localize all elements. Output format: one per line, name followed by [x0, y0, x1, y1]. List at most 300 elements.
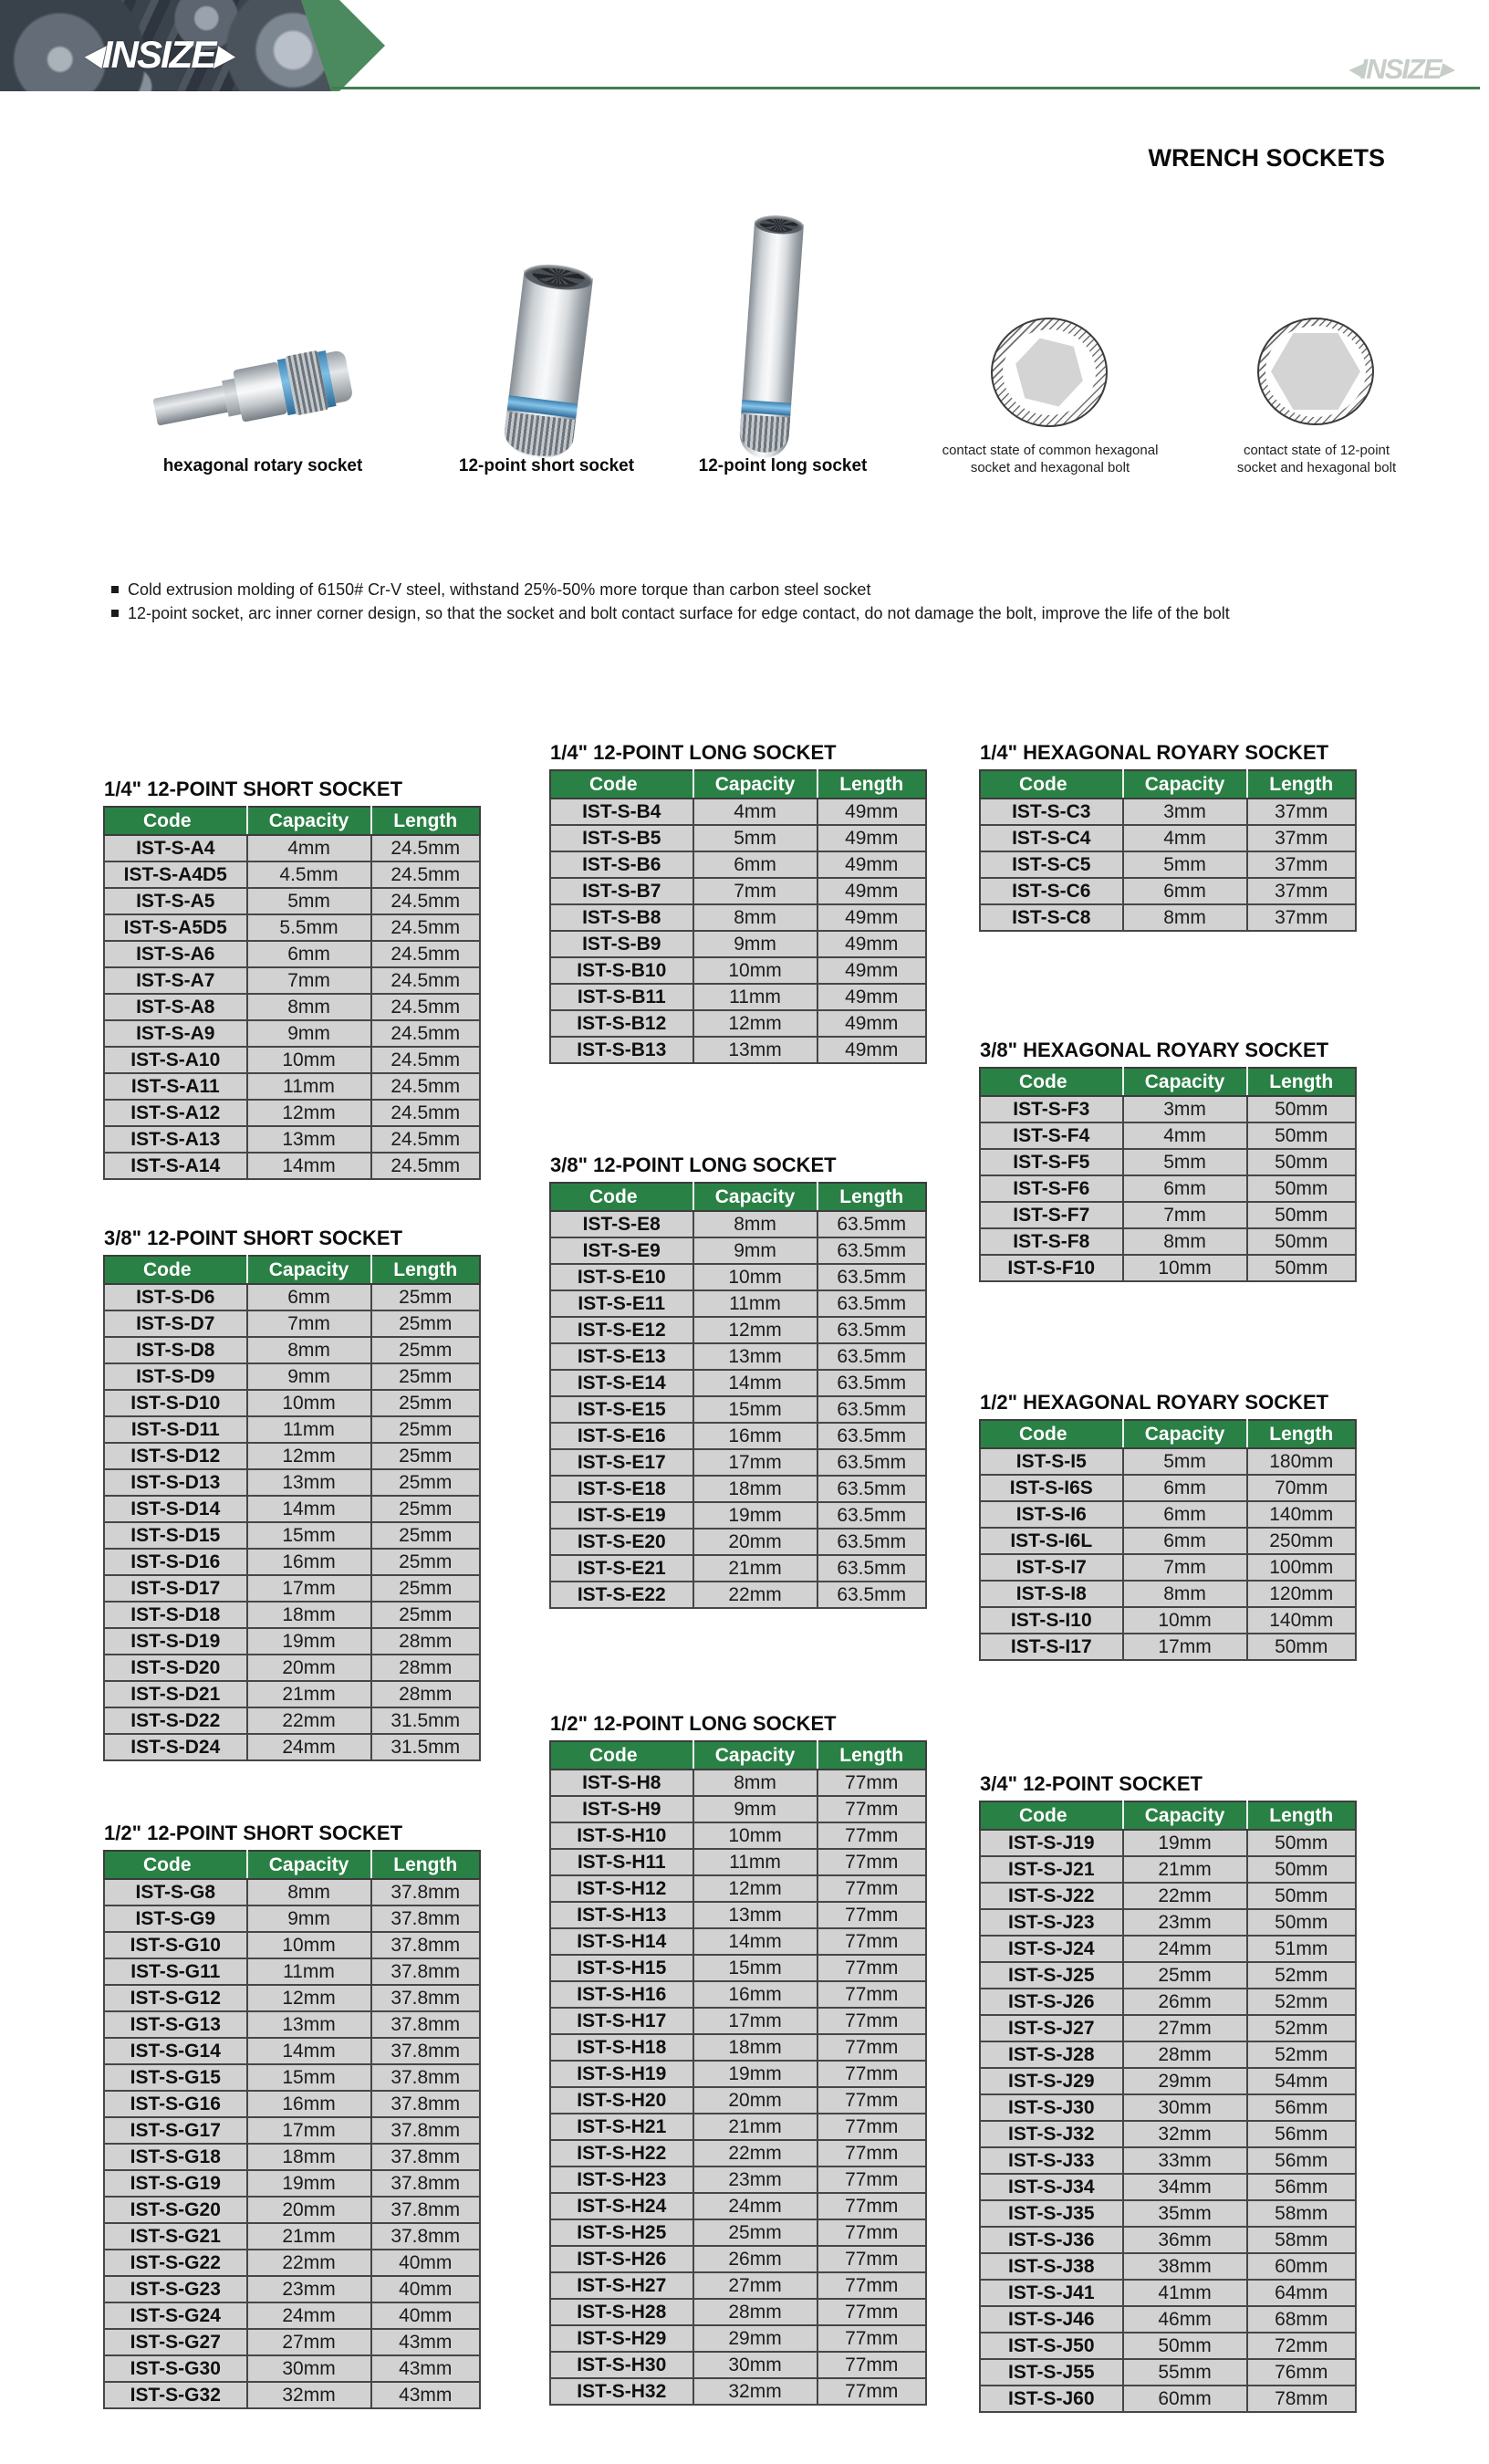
code-cell: IST-S-G8	[104, 1879, 247, 1905]
table-row	[550, 1875, 926, 1902]
length-cell: 37mm	[1247, 851, 1357, 878]
table-title: 1/4" 12-POINT SHORT SOCKET	[104, 778, 403, 800]
code-cell: IST-S-C8	[980, 904, 1123, 931]
table-row	[550, 2087, 926, 2114]
code-cell: IST-S-G15	[104, 2064, 247, 2091]
capacity-cell: 14mm	[693, 1928, 817, 1955]
table-row	[104, 2302, 480, 2329]
caption-line: contact state of common hexagonal	[942, 443, 1159, 458]
capacity-cell: 20mm	[247, 2197, 371, 2223]
capacity-cell: 4mm	[247, 835, 371, 861]
code-cell: IST-S-J26	[980, 1989, 1123, 2015]
length-cell: 50mm	[1247, 1202, 1357, 1228]
code-cell: IST-S-G16	[104, 2091, 247, 2117]
code-cell: IST-S-D7	[104, 1310, 247, 1337]
capacity-cell: 17mm	[693, 1449, 817, 1476]
table-row	[550, 1928, 926, 1955]
capacity-cell: 17mm	[693, 2008, 817, 2034]
table-three-eighths-hex-rotary	[979, 1039, 1357, 1282]
capacity-cell: 10mm	[693, 1264, 817, 1290]
capacity-cell: 7mm	[1123, 1202, 1247, 1228]
length-cell: 120mm	[1247, 1581, 1357, 1607]
capacity-cell: 11mm	[693, 1290, 817, 1317]
table-row	[104, 1337, 480, 1363]
length-cell: 58mm	[1247, 2227, 1357, 2253]
code-cell: IST-S-J38	[980, 2253, 1123, 2280]
table-row	[550, 931, 926, 957]
length-cell: 77mm	[817, 2272, 927, 2299]
col-header-capacity: Capacity	[1123, 770, 1247, 799]
code-cell: IST-S-J60	[980, 2386, 1123, 2412]
capacity-cell: 4.5mm	[247, 861, 371, 888]
length-cell: 50mm	[1247, 1228, 1357, 1255]
table-row	[550, 1290, 926, 1317]
capacity-cell: 8mm	[247, 994, 371, 1020]
bullet-square-icon	[111, 610, 119, 617]
length-cell: 250mm	[1247, 1528, 1357, 1554]
capacity-cell: 8mm	[247, 1879, 371, 1905]
capacity-cell: 15mm	[693, 1396, 817, 1423]
code-cell: IST-S-A9	[104, 1020, 247, 1047]
capacity-cell: 4mm	[693, 799, 817, 825]
code-cell: IST-S-J29	[980, 2068, 1123, 2094]
watermark-left-arrow-icon: ◀	[1348, 59, 1360, 79]
length-cell: 56mm	[1247, 2121, 1357, 2147]
table-row	[104, 1602, 480, 1628]
table-row	[550, 2061, 926, 2087]
table-row	[104, 1932, 480, 1958]
length-cell: 49mm	[817, 1010, 927, 1037]
length-cell: 50mm	[1247, 1883, 1357, 1909]
table-row	[104, 2170, 480, 2197]
col-header-length: Length	[1247, 1801, 1357, 1830]
capacity-cell: 6mm	[1123, 1501, 1247, 1528]
capacity-cell: 23mm	[1123, 1909, 1247, 1936]
feature-list	[111, 579, 1307, 626]
capacity-cell: 5.5mm	[247, 914, 371, 941]
capacity-cell: 33mm	[1123, 2147, 1247, 2174]
table-row	[980, 1149, 1356, 1175]
length-cell: 63.5mm	[817, 1237, 927, 1264]
table-row	[980, 1830, 1356, 1856]
length-cell: 52mm	[1247, 2015, 1357, 2041]
table-row	[104, 1416, 480, 1443]
table-row	[104, 1985, 480, 2011]
code-cell: IST-S-C4	[980, 825, 1123, 851]
capacity-cell: 13mm	[247, 1126, 371, 1153]
length-cell: 52mm	[1247, 1962, 1357, 1989]
length-cell: 77mm	[817, 1822, 927, 1849]
capacity-cell: 26mm	[693, 2246, 817, 2272]
code-cell: IST-S-H23	[550, 2166, 693, 2193]
table-title: 3/4" 12-POINT SOCKET	[980, 1772, 1203, 1795]
table-row	[550, 1902, 926, 1928]
capacity-cell: 19mm	[693, 2061, 817, 2087]
length-cell: 63.5mm	[817, 1449, 927, 1476]
capacity-cell: 18mm	[247, 1602, 371, 1628]
code-cell: IST-S-I10	[980, 1607, 1123, 1634]
12-point-contact-diagram	[1257, 318, 1374, 425]
capacity-cell: 21mm	[247, 1681, 371, 1707]
spec-table	[103, 1255, 481, 1761]
length-cell: 24.5mm	[371, 1020, 481, 1047]
capacity-cell: 9mm	[693, 931, 817, 957]
length-cell: 37.8mm	[371, 2117, 481, 2144]
code-cell: IST-S-H28	[550, 2299, 693, 2325]
table-row	[104, 2223, 480, 2250]
capacity-cell: 14mm	[247, 1496, 371, 1522]
capacity-cell: 9mm	[247, 1905, 371, 1932]
contact-caption	[1213, 442, 1420, 476]
code-cell: IST-S-D17	[104, 1575, 247, 1602]
length-cell: 56mm	[1247, 2147, 1357, 2174]
capacity-cell: 10mm	[247, 1390, 371, 1416]
table-row	[550, 2325, 926, 2352]
length-cell: 49mm	[817, 984, 927, 1010]
capacity-cell: 9mm	[247, 1363, 371, 1390]
capacity-cell: 18mm	[693, 1476, 817, 1502]
length-cell: 56mm	[1247, 2174, 1357, 2200]
length-cell: 50mm	[1247, 1175, 1357, 1202]
capacity-cell: 27mm	[1123, 2015, 1247, 2041]
table-row	[980, 1989, 1356, 2015]
capacity-cell: 8mm	[693, 904, 817, 931]
code-cell: IST-S-A10	[104, 1047, 247, 1073]
length-cell: 50mm	[1247, 1856, 1357, 1883]
capacity-cell: 11mm	[693, 1849, 817, 1875]
table-row	[104, 1310, 480, 1337]
length-cell: 37.8mm	[371, 1905, 481, 1932]
length-cell: 77mm	[817, 1955, 927, 1981]
code-cell: IST-S-A8	[104, 994, 247, 1020]
table-three-quarter-inch-12pt	[979, 1772, 1357, 2413]
capacity-cell: 16mm	[247, 1549, 371, 1575]
code-cell: IST-S-G12	[104, 1985, 247, 2011]
table-row	[550, 1370, 926, 1396]
col-header-length: Length	[1247, 770, 1357, 799]
capacity-cell: 7mm	[247, 1310, 371, 1337]
12-point-short-socket-image	[502, 270, 593, 462]
capacity-cell: 32mm	[247, 2382, 371, 2408]
code-cell: IST-S-G19	[104, 2170, 247, 2197]
length-cell: 24.5mm	[371, 835, 481, 861]
col-header-capacity: Capacity	[693, 1183, 817, 1211]
table-row	[980, 1096, 1356, 1122]
table-row	[104, 1575, 480, 1602]
col-header-capacity: Capacity	[1123, 1068, 1247, 1096]
length-cell: 63.5mm	[817, 1582, 927, 1608]
col-header-code: Code	[550, 1183, 693, 1211]
code-cell: IST-S-C3	[980, 799, 1123, 825]
insize-logo	[84, 33, 266, 77]
code-cell: IST-S-D8	[104, 1337, 247, 1363]
feature-text: Cold extrusion molding of 6150# Cr-V steel, withstand 25%-50% more torque than carbon steel socket	[128, 580, 871, 599]
table-row	[104, 1655, 480, 1681]
table-row	[980, 825, 1356, 851]
length-cell: 49mm	[817, 799, 927, 825]
capacity-cell: 15mm	[247, 2064, 371, 2091]
table-row	[550, 2219, 926, 2246]
col-header-capacity: Capacity	[247, 1851, 371, 1879]
capacity-cell: 13mm	[693, 1037, 817, 1063]
table-row	[550, 2034, 926, 2061]
code-cell: IST-S-E18	[550, 1476, 693, 1502]
capacity-cell: 17mm	[1123, 1634, 1247, 1660]
length-cell: 56mm	[1247, 2094, 1357, 2121]
capacity-cell: 8mm	[693, 1211, 817, 1237]
table-row	[550, 904, 926, 931]
capacity-cell: 12mm	[247, 1443, 371, 1469]
length-cell: 24.5mm	[371, 914, 481, 941]
length-cell: 51mm	[1247, 1936, 1357, 1962]
table-row	[550, 984, 926, 1010]
capacity-cell: 11mm	[693, 984, 817, 1010]
table-row	[104, 2091, 480, 2117]
table-row	[104, 1958, 480, 1985]
table-row	[104, 1628, 480, 1655]
length-cell: 49mm	[817, 957, 927, 984]
capacity-cell: 5mm	[1123, 1448, 1247, 1475]
length-cell: 77mm	[817, 2246, 927, 2272]
capacity-cell: 9mm	[693, 1796, 817, 1822]
capacity-cell: 6mm	[1123, 1175, 1247, 1202]
capacity-cell: 5mm	[247, 888, 371, 914]
table-row	[550, 2140, 926, 2166]
capacity-cell: 24mm	[247, 1734, 371, 1760]
length-cell: 24.5mm	[371, 1153, 481, 1179]
length-cell: 63.5mm	[817, 1476, 927, 1502]
capacity-cell: 16mm	[693, 1981, 817, 2008]
capacity-cell: 28mm	[1123, 2041, 1247, 2068]
table-row	[980, 1936, 1356, 1962]
col-header-code: Code	[104, 807, 247, 835]
table-row	[550, 1502, 926, 1529]
code-cell: IST-S-B12	[550, 1010, 693, 1037]
code-cell: IST-S-D20	[104, 1655, 247, 1681]
length-cell: 25mm	[371, 1443, 481, 1469]
code-cell: IST-S-G13	[104, 2011, 247, 2038]
capacity-cell: 19mm	[693, 1502, 817, 1529]
capacity-cell: 21mm	[247, 2223, 371, 2250]
capacity-cell: 11mm	[247, 1416, 371, 1443]
code-cell: IST-S-F5	[980, 1149, 1123, 1175]
table-row	[550, 1955, 926, 1981]
length-cell: 43mm	[371, 2329, 481, 2355]
table-row	[104, 1522, 480, 1549]
capacity-cell: 12mm	[693, 1010, 817, 1037]
table-row	[104, 1390, 480, 1416]
length-cell: 25mm	[371, 1416, 481, 1443]
table-row	[104, 2011, 480, 2038]
code-cell: IST-S-F10	[980, 1255, 1123, 1281]
table-title: 1/4" 12-POINT LONG SOCKET	[550, 741, 837, 764]
code-cell: IST-S-E17	[550, 1449, 693, 1476]
table-row	[550, 825, 926, 851]
table-row	[550, 1449, 926, 1476]
watermark-text: INSIZE	[1359, 53, 1441, 85]
capacity-cell: 5mm	[1123, 851, 1247, 878]
length-cell: 63.5mm	[817, 1211, 927, 1237]
length-cell: 49mm	[817, 931, 927, 957]
code-cell: IST-S-G24	[104, 2302, 247, 2329]
capacity-cell: 22mm	[247, 1707, 371, 1734]
code-cell: IST-S-E16	[550, 1423, 693, 1449]
code-cell: IST-S-C6	[980, 878, 1123, 904]
capacity-cell: 38mm	[1123, 2253, 1247, 2280]
col-header-length: Length	[371, 807, 481, 835]
code-cell: IST-S-H30	[550, 2352, 693, 2378]
capacity-cell: 20mm	[693, 1529, 817, 1555]
capacity-cell: 20mm	[247, 1655, 371, 1681]
capacity-cell: 19mm	[247, 1628, 371, 1655]
table-row	[980, 799, 1356, 825]
length-cell: 77mm	[817, 1875, 927, 1902]
length-cell: 50mm	[1247, 1149, 1357, 1175]
table-quarter-inch-12pt-short	[103, 778, 481, 1180]
table-row	[104, 1126, 480, 1153]
code-cell: IST-S-J21	[980, 1856, 1123, 1883]
col-header-code: Code	[980, 1068, 1123, 1096]
length-cell: 180mm	[1247, 1448, 1357, 1475]
col-header-length: Length	[371, 1851, 481, 1879]
length-cell: 25mm	[371, 1469, 481, 1496]
code-cell: IST-S-H8	[550, 1770, 693, 1796]
spec-table	[549, 769, 927, 1064]
length-cell: 49mm	[817, 904, 927, 931]
table-row	[550, 1796, 926, 1822]
code-cell: IST-S-F4	[980, 1122, 1123, 1149]
capacity-cell: 10mm	[1123, 1607, 1247, 1634]
code-cell: IST-S-D9	[104, 1363, 247, 1390]
hexagonal-contact-diagram	[991, 318, 1108, 427]
table-row	[550, 2246, 926, 2272]
table-row	[980, 1581, 1356, 1607]
caption-line: socket and hexagonal bolt	[970, 460, 1130, 475]
table-row	[550, 799, 926, 825]
capacity-cell: 27mm	[247, 2329, 371, 2355]
capacity-cell: 5mm	[1123, 1149, 1247, 1175]
table-row	[104, 2117, 480, 2144]
code-cell: IST-S-A7	[104, 967, 247, 994]
col-header-code: Code	[104, 1256, 247, 1284]
code-cell: IST-S-H12	[550, 1875, 693, 1902]
feature-text: 12-point socket, arc inner corner design, so that the socket and bolt contact surface for edge contact, do not damage the bolt, improve the life of the bolt	[128, 604, 1230, 622]
col-header-capacity: Capacity	[247, 807, 371, 835]
capacity-cell: 5mm	[693, 825, 817, 851]
table-row	[104, 1707, 480, 1734]
code-cell: IST-S-D18	[104, 1602, 247, 1628]
length-cell: 63.5mm	[817, 1264, 927, 1290]
length-cell: 24.5mm	[371, 1126, 481, 1153]
length-cell: 50mm	[1247, 1634, 1357, 1660]
length-cell: 43mm	[371, 2355, 481, 2382]
capacity-cell: 12mm	[247, 1100, 371, 1126]
code-cell: IST-S-D19	[104, 1628, 247, 1655]
length-cell: 77mm	[817, 2087, 927, 2114]
code-cell: IST-S-J25	[980, 1962, 1123, 1989]
length-cell: 77mm	[817, 1981, 927, 2008]
code-cell: IST-S-A12	[104, 1100, 247, 1126]
code-cell: IST-S-J55	[980, 2359, 1123, 2386]
logo-left-arrow-icon: ◀	[84, 38, 102, 70]
capacity-cell: 24mm	[247, 2302, 371, 2329]
length-cell: 49mm	[817, 825, 927, 851]
length-cell: 77mm	[817, 2140, 927, 2166]
table-row	[550, 1822, 926, 1849]
code-cell: IST-S-B10	[550, 957, 693, 984]
code-cell: IST-S-I6L	[980, 1528, 1123, 1554]
capacity-cell: 22mm	[247, 2250, 371, 2276]
length-cell: 24.5mm	[371, 888, 481, 914]
code-cell: IST-S-B4	[550, 799, 693, 825]
length-cell: 63.5mm	[817, 1317, 927, 1343]
table-row	[980, 2121, 1356, 2147]
blue-band	[741, 400, 791, 416]
table-quarter-inch-12pt-long	[549, 741, 927, 1064]
code-cell: IST-S-F3	[980, 1096, 1123, 1122]
table-row	[550, 1343, 926, 1370]
code-cell: IST-S-A6	[104, 941, 247, 967]
capacity-cell: 14mm	[247, 2038, 371, 2064]
code-cell: IST-S-J22	[980, 1883, 1123, 1909]
table-row	[980, 2227, 1356, 2253]
code-cell: IST-S-G32	[104, 2382, 247, 2408]
table-row	[980, 1883, 1356, 1909]
capacity-cell: 15mm	[247, 1522, 371, 1549]
length-cell: 25mm	[371, 1602, 481, 1628]
top-banner	[0, 0, 1489, 91]
col-header-length: Length	[817, 770, 927, 799]
length-cell: 49mm	[817, 878, 927, 904]
code-cell: IST-S-G23	[104, 2276, 247, 2302]
capacity-cell: 19mm	[247, 2170, 371, 2197]
table-row	[104, 941, 480, 967]
capacity-cell: 30mm	[693, 2352, 817, 2378]
table-row	[550, 2378, 926, 2405]
capacity-cell: 20mm	[693, 2087, 817, 2114]
table-row	[980, 1175, 1356, 1202]
code-cell: IST-S-J33	[980, 2147, 1123, 2174]
table-row	[104, 2144, 480, 2170]
length-cell: 31.5mm	[371, 1707, 481, 1734]
length-cell: 60mm	[1247, 2253, 1357, 2280]
bullet-square-icon	[111, 586, 119, 593]
code-cell: IST-S-J24	[980, 1936, 1123, 1962]
length-cell: 50mm	[1247, 1830, 1357, 1856]
code-cell: IST-S-G22	[104, 2250, 247, 2276]
code-cell: IST-S-H22	[550, 2140, 693, 2166]
table-row	[980, 1475, 1356, 1501]
code-cell: IST-S-B11	[550, 984, 693, 1010]
code-cell: IST-S-H18	[550, 2034, 693, 2061]
table-row	[980, 1501, 1356, 1528]
spec-table	[979, 1419, 1357, 1661]
code-cell: IST-S-G14	[104, 2038, 247, 2064]
length-cell: 37.8mm	[371, 2011, 481, 2038]
table-row	[980, 2041, 1356, 2068]
length-cell: 77mm	[817, 2378, 927, 2405]
table-row	[980, 851, 1356, 878]
capacity-cell: 8mm	[1123, 1228, 1247, 1255]
12-point-long-socket-image	[738, 221, 804, 459]
code-cell: IST-S-D13	[104, 1469, 247, 1496]
capacity-cell: 19mm	[1123, 1830, 1247, 1856]
code-cell: IST-S-G9	[104, 1905, 247, 1932]
table-row	[980, 1255, 1356, 1281]
length-cell: 49mm	[817, 851, 927, 878]
capacity-cell: 12mm	[693, 1875, 817, 1902]
table-row	[980, 2015, 1356, 2041]
